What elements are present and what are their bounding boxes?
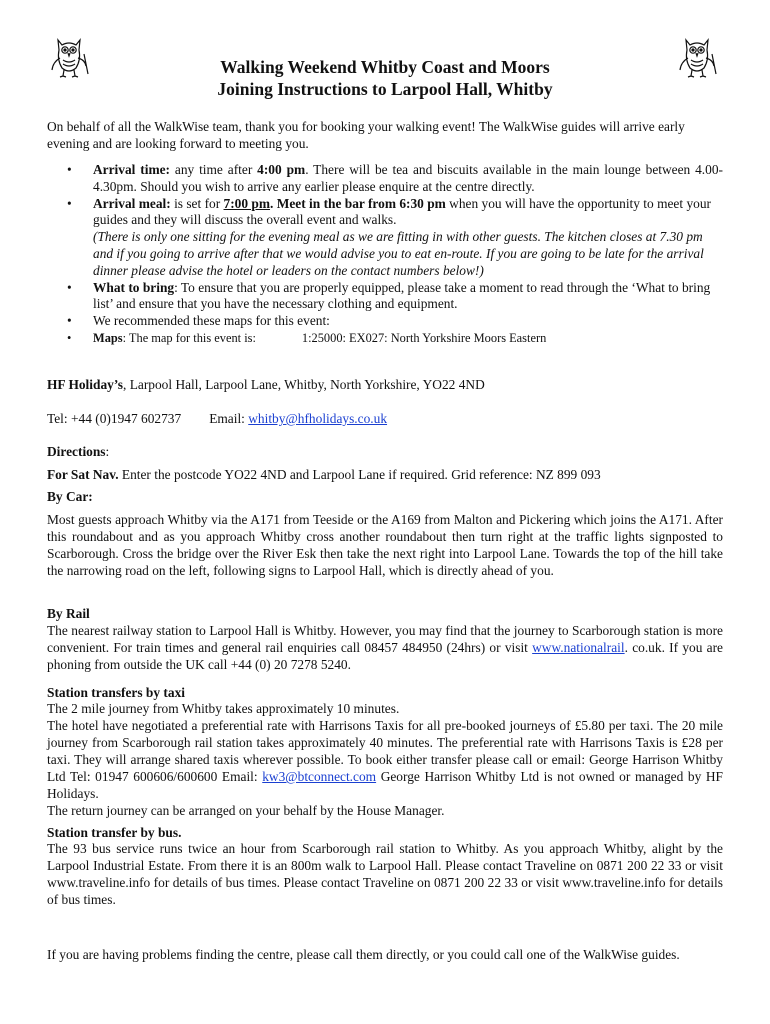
arrival-meal-time: 7:00 pm [223, 195, 271, 211]
nationalrail-link[interactable]: www.nationalrail [532, 640, 625, 655]
bullet-icon: • [67, 313, 72, 329]
taxi-heading: Station transfers by taxi [47, 685, 185, 700]
maps-value: 1:25000: EX027: North Yorkshire Moors Eastern [301, 330, 547, 345]
venue-address: HF Holiday’s, Larpool Hall, Larpool Lane, Whitby, North Yorkshire, YO22 4ND [47, 377, 485, 392]
info-bullet-list [47, 162, 723, 347]
by-rail-heading: By Rail [47, 606, 90, 621]
maps-label: Maps [93, 330, 123, 345]
list-item-maps: • Maps: The map for this event is: 1:25000: EX027: North Yorkshire Moors Eastern [67, 330, 547, 345]
satnav-label: For Sat Nav. [47, 467, 119, 482]
taxi-email-link[interactable]: kw3@btconnect.com [262, 769, 377, 784]
page-title-line-1: Walking Weekend Whitby Coast and Moors [220, 57, 550, 77]
directions-heading: Directions: [47, 444, 110, 459]
venue-name: HF Holiday’s [47, 377, 124, 392]
bus-heading: Station transfer by bus. [47, 825, 182, 840]
arrival-time-value: 4:00 pm [257, 162, 306, 177]
by-rail-paragraph: The nearest railway station to Larpool Hall is Whitby. However, you may find that the journey to Scarborough station is more convenient. For train times and general rail enquiries call 08457 484950 (24hrs) or visit www.nationalrail. co.uk. If you are phoning from outside the UK call +44 (0) 20 7278 5240. [47, 623, 723, 672]
bullet-icon: • [67, 162, 72, 177]
arrival-meal-note: (There is only one sitting for the evening meal as we are fitting in with other guests. The kitchen closes at 7.30 pm and if you going to arrive after that we would advise you to eat en-route. If you are going to be late for the arrival dinner please advise the hotel or leaders on the contact numbers below!) [93, 229, 704, 278]
bullet-icon: • [67, 330, 72, 345]
bus-paragraph: The 93 bus service runs twice an hour from Scarborough rail station to Whitby. As you approach Whitby, alight by the Larpool Industrial Estate. From there it is an 800m walk to Larpool Hall. Please contact Traveline on 0871 200 22 33 or visit www.traveline.info for details of bus times. Please contact Traveline on 0871 200 22 33 or visit www.traveline.info for details of bus times. [47, 841, 723, 907]
by-car-heading: By Car: [47, 489, 93, 504]
taxi-line-1: The 2 mile journey from Whitby takes approximately 10 minutes. [47, 701, 400, 716]
venue-tel: Tel: +44 (0)1947 602737 [47, 411, 182, 426]
what-to-bring-label: What to bring [93, 279, 175, 295]
list-item-arrival-time: • Arrival time: any time after 4:00 pm. There will be tea and biscuits available in the main lounge between 4.00-4.30pm. Should you wish to arrive any earlier please enquire at the centre directly. [67, 162, 723, 194]
taxi-return-line: The return journey can be arranged on your behalf by the House Manager. [47, 803, 445, 818]
bullet-icon: • [67, 195, 72, 211]
venue-email-link[interactable]: whitby@hfholidays.co.uk [248, 411, 388, 426]
list-item-arrival-meal: • Arrival meal: is set for 7:00 pm. Meet in the bar from 6:30 pm when you will have the opportunity to meet your guides and they will discuss the overall event and walks. (There is only one sitting for the evening meal as we are fitting in with other guests. The kitchen closes at 7.30 pm and if you going to arrive after that we would advise you to eat en-route. If you are going to be late for the arrival dinner please advise the hotel or leaders on the contact numbers below!) [67, 195, 711, 278]
taxi-paragraph: The hotel have negotiated a preferential rate with Harrisons Taxis for all pre-booked journeys of £5.80 per taxi. The 20 mile journey from Scarborough rail station takes approximately 40 minutes. The preferential rate with Harrisons Taxis is £28 per taxi. They will arrange shared taxis wherever possible. To book either transfer please call or email: George Harrison Whitby Ltd Tel: 01947 600606/600600 Email: kw3@btconnect.com George Harrison Whitby Ltd is not owned or managed by HF Holidays. [47, 718, 723, 801]
by-car-paragraph: Most guests approach Whitby via the A171 from Teeside or the A169 from Malton and Pickering which joins the A171. After this roundabout and as you approach Whitby cross another roundabout then turn right at the traffic lights signposted to Scarborough. Cross the bridge over the River Esk then take the next right into Larpool Lane. Towards the top of the hill take the narrowing road on the left, following signs to Larpool Hall, which is directly ahead of you. [47, 512, 723, 578]
arrival-time-label: Arrival time: [93, 162, 170, 177]
footer-paragraph: If you are having problems finding the centre, please call them directly, or you could call one of the WalkWise guides. [47, 947, 680, 962]
bullet-icon: • [67, 279, 72, 295]
list-item-maps-intro: • We recommended these maps for this event: [67, 313, 330, 329]
intro-paragraph: On behalf of all the WalkWise team, thank you for booking your walking event! The WalkWise guides will arrive early evening and are looking forward to meeting you. [47, 119, 685, 151]
page-title-line-2: Joining Instructions to Larpool Hall, Whitby [217, 79, 553, 99]
list-item-what-to-bring: • What to bring: To ensure that you are properly equipped, please take a moment to read through the ‘What to bring list’ and ensure that you have the necessary clothing and equipment. [67, 279, 711, 312]
venue-contact: Tel: +44 (0)1947 602737 Email: whitby@hfholidays.co.uk [47, 411, 388, 426]
satnav-line: For Sat Nav. Enter the postcode YO22 4ND and Larpool Lane if required. Grid reference: NZ 899 093 [47, 467, 601, 482]
arrival-meal-label: Arrival meal: [93, 195, 171, 211]
